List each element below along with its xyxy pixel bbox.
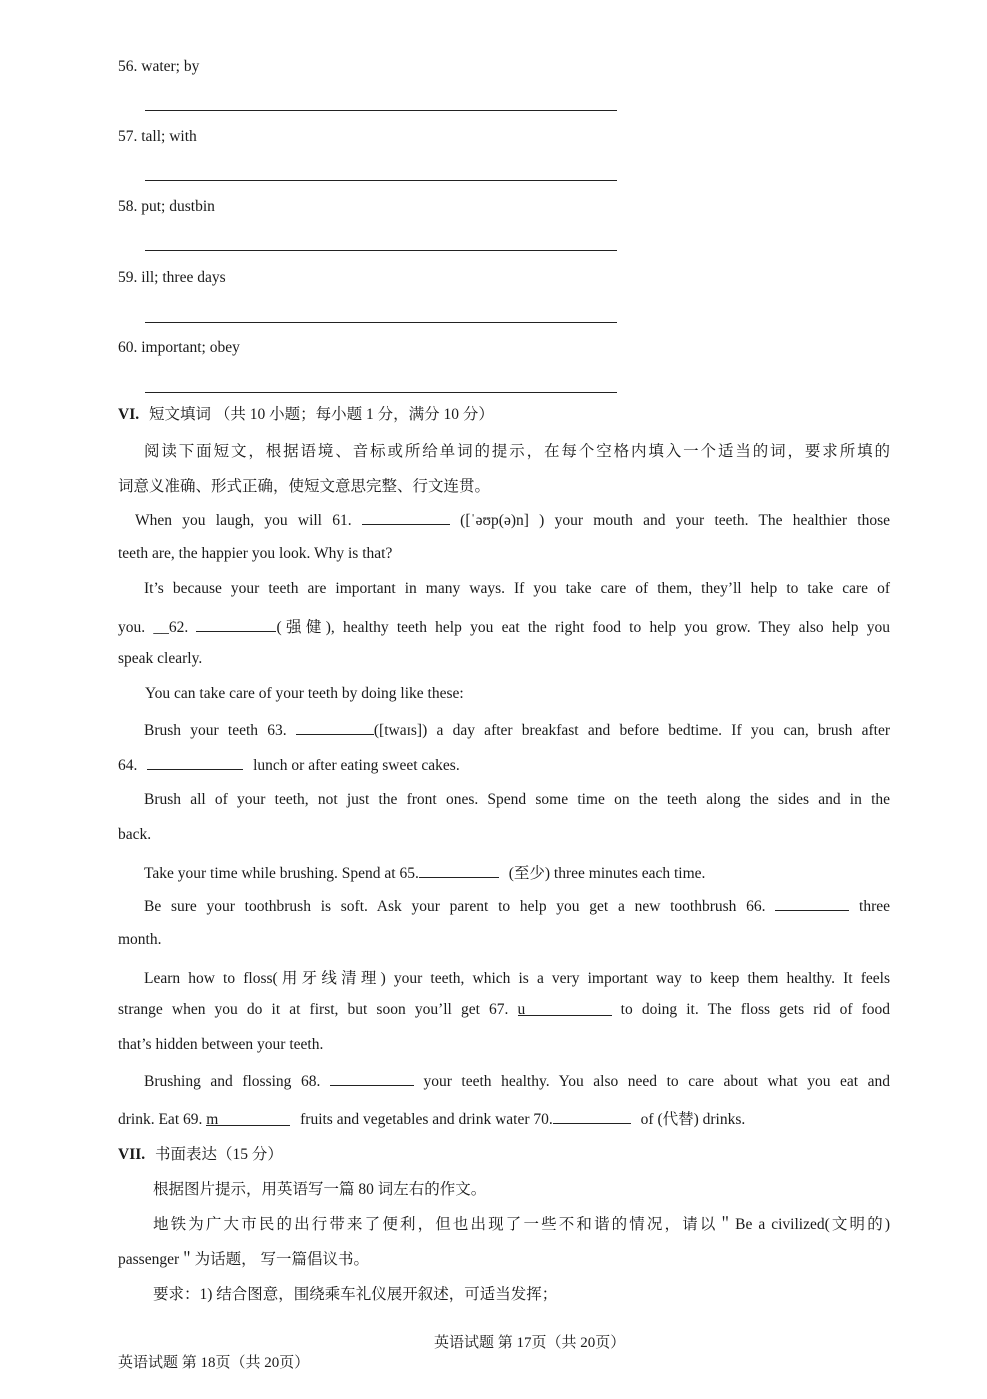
section-6-title: 短文填词 （共 10 小题；每小题 1 分，满分 10 分） (148, 406, 494, 423)
passage-line: Brush all of your teeth, not just the front ones. Spend some time on the teeth along the sides and in the (144, 791, 890, 808)
footer-page-left: 英语试题 第 18页（共 20页） (118, 1355, 310, 1371)
blank-62[interactable] (196, 617, 276, 632)
section-7-heading (118, 1142, 283, 1164)
passage-line: Be sure your toothbrush is soft. Ask your parent to help you get a new toothbrush 66. three (144, 898, 890, 915)
passage-line: strange when you do it at first, but soon you’ll get 67. u to doing it. The floss gets rid of food (118, 1001, 891, 1018)
section-6-instruction-line1: 阅读下面短文，根据语境、音标或所给单词的提示，在每个空格内填入一个适当的词，要求所填的 (144, 443, 890, 460)
section-7-line3: passenger＂为话题， 写一篇倡议书。 (118, 1251, 369, 1268)
blank-67[interactable]: u (518, 1001, 612, 1016)
passage-line: Learn how to floss(用牙线清理) your teeth, which is a very important way to keep them healthy. It feels (144, 970, 890, 987)
section-6-heading (118, 402, 494, 424)
blank-70[interactable] (553, 1109, 631, 1124)
section-7-number: VII. (118, 1146, 146, 1163)
question-59-label: 59. ill; three days (118, 269, 226, 286)
passage-line: It’s because your teeth are important in many ways. If you take care of them, they’ll help to take care of (144, 580, 890, 597)
footer-page-center: 英语试题 第 17页（共 20页） (434, 1335, 626, 1351)
passage-line: you. __62. (强健), healthy teeth help you eat the right food to help you grow. They also help you (118, 619, 890, 636)
question-58-label: 58. put; dustbin (118, 198, 215, 215)
passage-line: month. (118, 931, 162, 948)
passage-line: 64. lunch or after eating sweet cakes. (118, 757, 460, 774)
section-7-line2: 地铁为广大市民的出行带来了便利，但也出现了一些不和谐的情况，请以＂Be a civilized(文明的) (153, 1216, 890, 1233)
blank-69[interactable]: m (206, 1111, 290, 1126)
answer-line-58[interactable] (145, 250, 617, 251)
blank-65[interactable] (419, 863, 499, 878)
question-57-label: 57. tall; with (118, 128, 197, 145)
passage-line: Take your time while brushing. Spend at 65. (至少) three minutes each time. (144, 865, 706, 882)
answer-line-57[interactable] (145, 180, 617, 181)
answer-line-60[interactable] (145, 392, 617, 393)
passage-line: When you laugh, you will 61. ([ˈəʊp(ə)n] ) your mouth and your teeth. The healthier those (135, 512, 891, 529)
blank-64[interactable] (147, 755, 243, 770)
answer-line-59[interactable] (145, 322, 617, 323)
blank-61[interactable] (362, 510, 450, 525)
passage-line: back. (118, 826, 152, 843)
passage-line: Brushing and flossing 68. your teeth healthy. You also need to care about what you eat and (144, 1073, 891, 1090)
section-6-number: VI. (118, 406, 140, 423)
section-6-instruction-line2: 词意义准确、形式正确，使短文意思完整、行文连贯。 (118, 478, 491, 495)
passage-line: that’s hidden between your teeth. (118, 1036, 324, 1053)
section-7-line4: 要求：1) 结合图意，围绕乘车礼仪展开叙述，可适当发挥； (153, 1286, 558, 1303)
section-7-title: 书面表达（15 分） (155, 1146, 283, 1163)
passage-line: You can take care of your teeth by doing like these: (145, 685, 464, 702)
question-60-label: 60. important; obey (118, 339, 240, 356)
answer-line-56[interactable] (145, 110, 617, 111)
passage-line: Brush your teeth 63. ([twaɪs]) a day after breakfast and before bedtime. If you can, brush after (144, 722, 890, 739)
passage-line: drink. Eat 69. m fruits and vegetables and drink water 70. of (代替) drinks. (118, 1111, 746, 1128)
section-7-line1: 根据图片提示，用英语写一篇 80 词左右的作文。 (153, 1181, 487, 1198)
passage-line: speak clearly. (118, 650, 203, 667)
blank-68[interactable] (330, 1071, 414, 1086)
passage-line: teeth are, the happier you look. Why is that? (118, 545, 393, 562)
question-56-label: 56. water; by (118, 58, 200, 75)
blank-66[interactable] (775, 896, 849, 911)
blank-63[interactable] (296, 720, 374, 735)
